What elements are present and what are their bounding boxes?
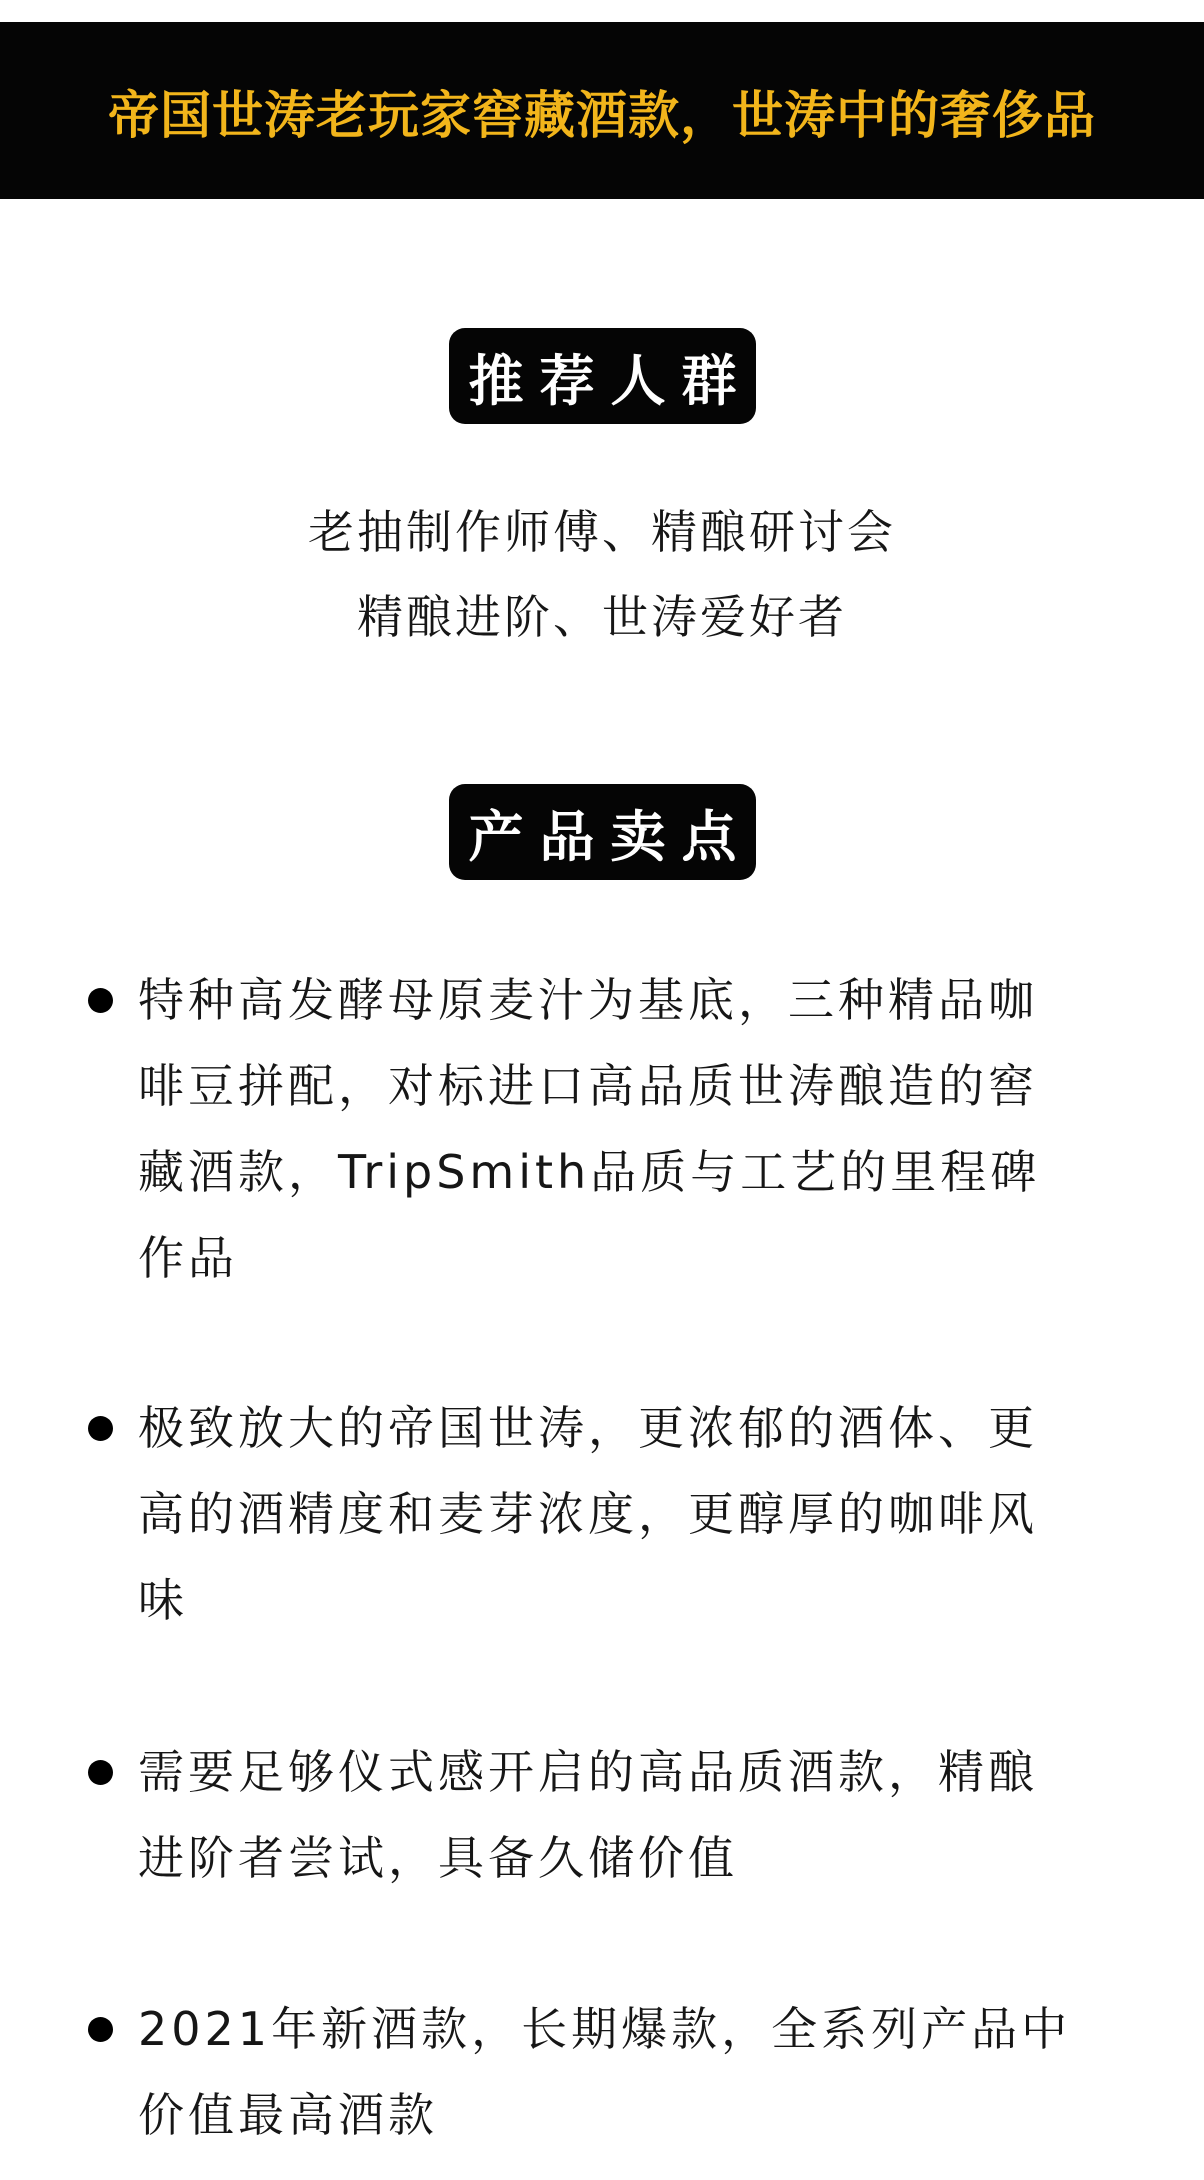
recommended-audience-badge: 推荐人群	[449, 328, 756, 424]
bullet-dot-icon	[88, 1760, 113, 1785]
audience-line: 精酿进阶、世涛爱好者	[357, 590, 847, 644]
selling-point-line: 价值最高酒款	[138, 2088, 438, 2142]
bullet-dot-icon	[88, 988, 113, 1013]
bullet-dot-icon	[88, 1416, 113, 1441]
selling-point-line: 极致放大的帝国世涛，更浓郁的酒体、更	[138, 1401, 1038, 1455]
selling-point-line: 进阶者尝试，具备久储价值	[138, 1831, 738, 1885]
selling-point-line: 啡豆拼配，对标进口高品质世涛酿造的窖	[138, 1059, 1038, 1113]
selling-point-line: 需要足够仪式感开启的高品质酒款，精酿	[138, 1745, 1038, 1799]
selling-point-line: 藏酒款，TripSmith品质与工艺的里程碑	[138, 1145, 1041, 1199]
selling-point-line: 高的酒精度和麦芽浓度，更醇厚的咖啡风	[138, 1487, 1038, 1541]
selling-point-line: 2021年新酒款，长期爆款，全系列产品中	[138, 2002, 1072, 2056]
selling-point-line: 味	[138, 1573, 188, 1627]
selling-points-badge: 产品卖点	[449, 784, 756, 880]
selling-point-line: 作品	[138, 1231, 238, 1285]
bullet-dot-icon	[88, 2017, 113, 2042]
selling-point-line: 特种高发酵母原麦汁为基底，三种精品咖	[138, 973, 1038, 1027]
header-banner	[0, 22, 1204, 199]
audience-line: 老抽制作师傅、精酿研讨会	[308, 505, 896, 559]
page-title: 帝国世涛老玩家窖藏酒款，世涛中的奢侈品	[107, 86, 1096, 146]
